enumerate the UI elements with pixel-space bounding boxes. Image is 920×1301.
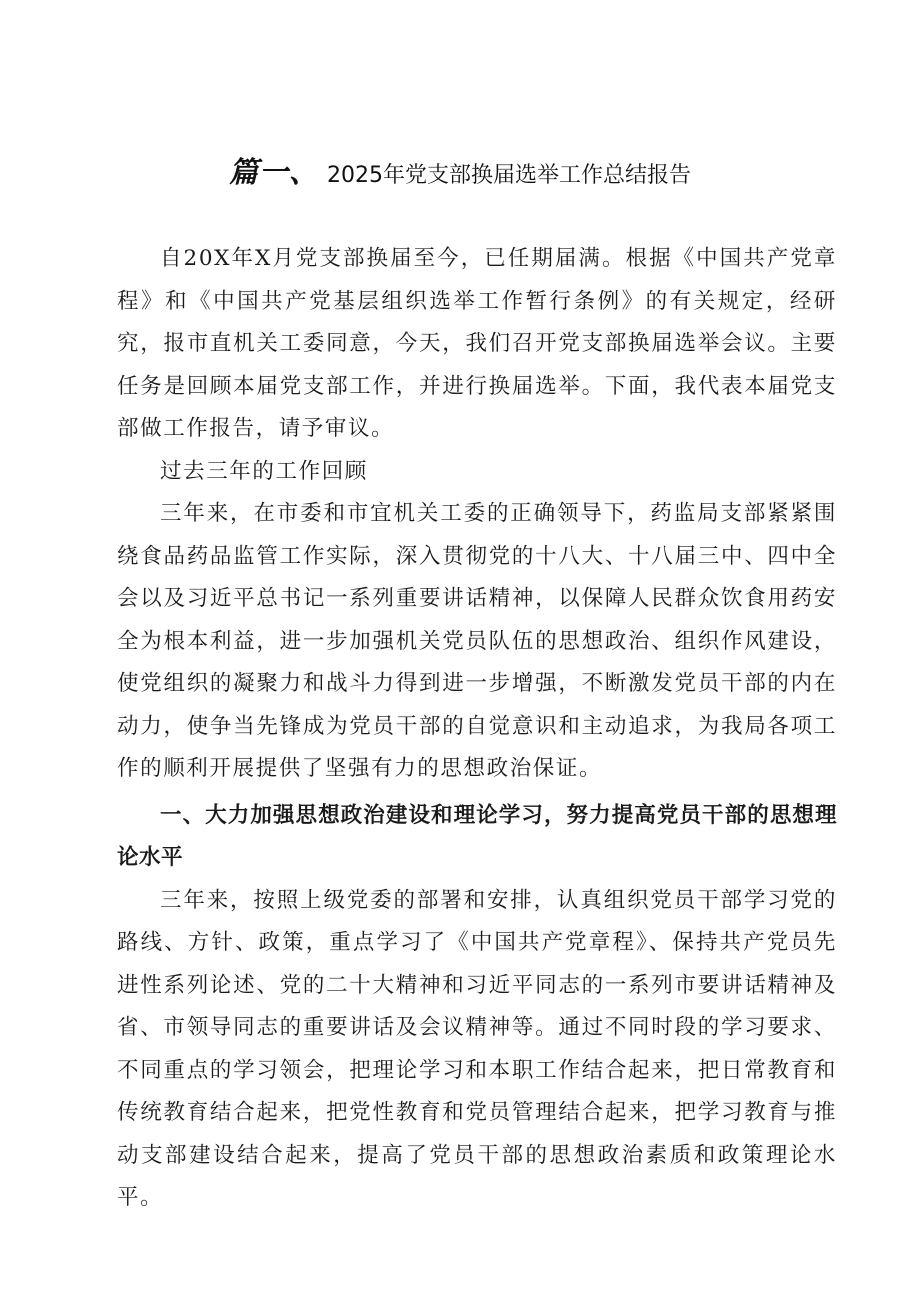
paragraph-intro: 自20X年X月党支部换届至今，已任期届满。根据《中国共产党章程》和《中国共产党基层组织选举工作暂行条例》的有关规定，经研究，报市直机关工委同意，今天，我们召开党支部换届选举会议。主要任务是回顾本届党支部工作，并进行换届选举。下面，我代表本届党支部做工作报告，请予审议。 <box>117 246 837 441</box>
paragraph-section-one: 三年来，按照上级党委的部署和安排，认真组织党员干部学习党的路线、方针、政策，重点学习了《中国共产党章程》、保持共产党员先进性系列论述、党的二十大精神和习近平同志的一系列市要讲话精神及省、市领导同志的重要讲话及会议精神等。通过不同时段的学习要求、不同重点的学习领会，把理论学习和本职工作结合起来，把日常教育和传统教育结合起来，把党性教育和党员管理结合起来，把学习教育与推动支部建设结合起来，提高了党员干部的思想政治素质和政策理论水平。 <box>117 887 837 1210</box>
paragraph-review-heading: 过去三年的工作回顾 <box>160 458 368 484</box>
document-body <box>117 238 837 1220</box>
section-heading: 一、大力加强思想政治建设和理论学习，努力提高党员干部的思想理论水平 <box>117 802 837 870</box>
paragraph-three-years: 三年来，在市委和市宜机关工委的正确领导下，药监局支部紧紧围绕食品药品监管工作实际，深入贯彻党的十八大、十八届三中、四中全会以及习近平总书记一系列重要讲话精神，以保障人民群众饮食用药安全为根本利益，进一步加强机关党员队伍的思想政治、组织作风建设，使党组织的凝聚力和战斗力得到进一步增强，不断激发党员干部的内在动力，使争当先锋成为党员干部的自觉意识和主动追求，为我局各项工作的顺利开展提供了坚强有力的思想政治保证。 <box>117 501 837 781</box>
title-main: 2025年党支部换届选举工作总结报告 <box>327 163 691 188</box>
document-title <box>0 150 920 191</box>
title-prefix: 篇一、 <box>228 155 319 189</box>
